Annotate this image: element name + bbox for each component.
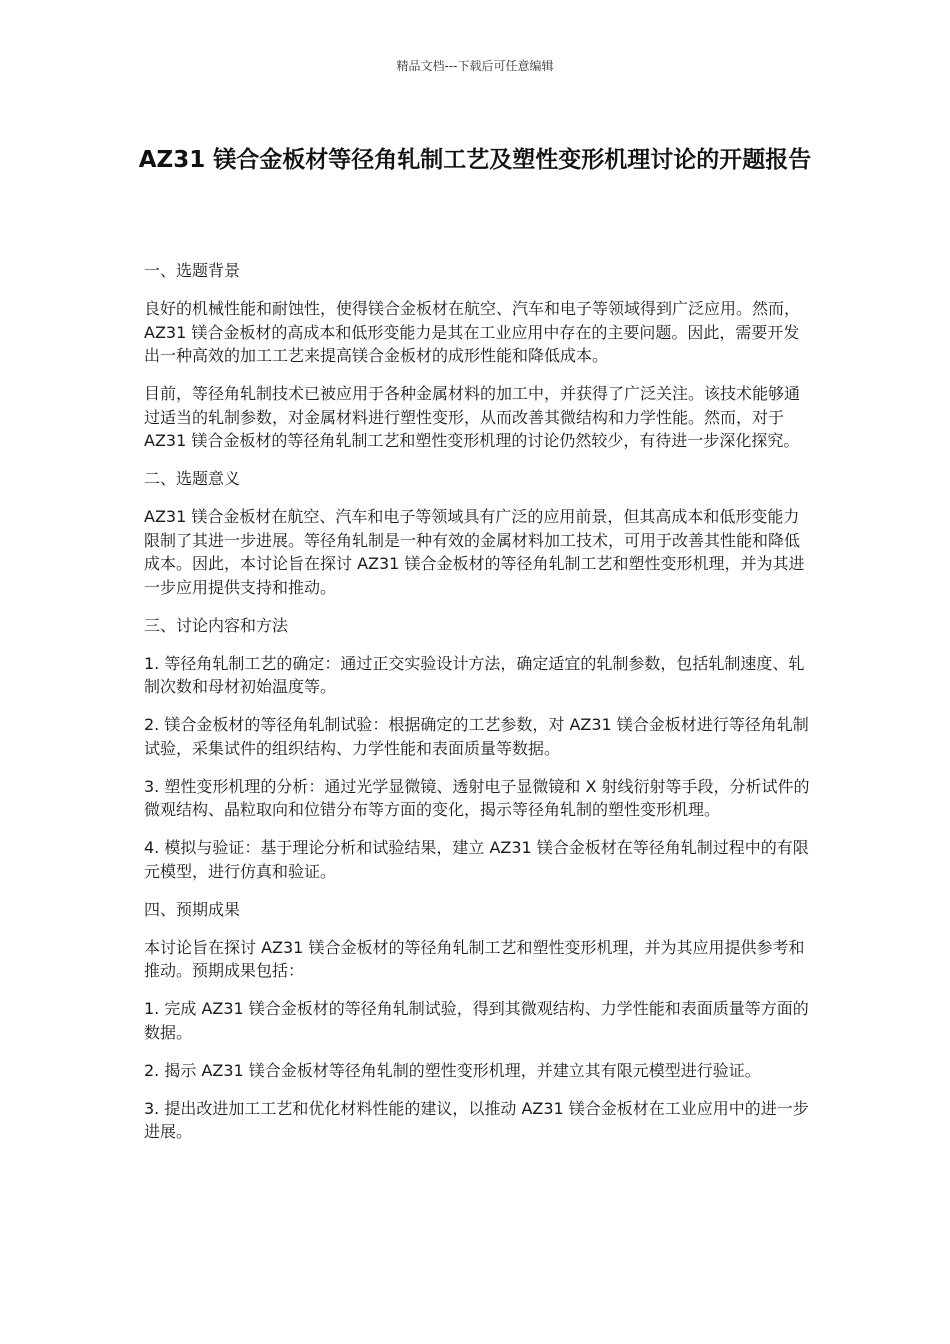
section-heading-expected-results: 四、预期成果 [144, 899, 241, 919]
list-item: 2. 揭示 AZ31 镁合金板材等径角轧制的塑性变形机理，并建立其有限元模型进行验证。 [144, 1060, 761, 1080]
list-item: 3. 提出改进加工工艺和优化材料性能的建议，以推动 AZ31 镁合金板材在工业应用中的进一步进展。 [144, 1098, 809, 1141]
section-heading-content-methods: 三、讨论内容和方法 [144, 615, 289, 635]
header-note: 精品文档---下载后可任意编辑 [396, 59, 554, 73]
paragraph: 良好的机械性能和耐蚀性，使得镁合金板材在航空、汽车和电子等领域得到广泛应用。然而，AZ31 镁合金板材的高成本和低形变能力是其在工业应用中存在的主要问题。因此，需要开发出一种高效的加工工艺来提高镁合金板材的成形性能和降低成本。 [144, 299, 801, 365]
list-item: 3. 塑性变形机理的分析：通过光学显微镜、透射电子显微镜和 X 射线衍射等手段，分析试件的微观结构、晶粒取向和位错分布等方面的变化，揭示等径角轧制的塑性变形机理。 [144, 776, 810, 819]
paragraph: 目前，等径角轧制技术已被应用于各种金属材料的加工中，并获得了广泛关注。该技术能够通过适当的轧制参数，对金属材料进行塑性变形，从而改善其微结构和力学性能。然而，对于 AZ31 镁合金板材的等径角轧制工艺和塑性变形机理的讨论仍然较少，有待进一步深化探究。 [144, 384, 801, 450]
paragraph: 本讨论旨在探讨 AZ31 镁合金板材的等径角轧制工艺和塑性变形机理，并为其应用提供参考和推动。预期成果包括： [144, 937, 805, 980]
document-title: AZ31 镁合金板材等径角轧制工艺及塑性变形机理讨论的开题报告 [138, 147, 812, 173]
list-item: 4. 模拟与验证：基于理论分析和试验结果，建立 AZ31 镁合金板材在等径角轧制过程中的有限元模型，进行仿真和验证。 [144, 838, 809, 881]
list-item: 2. 镁合金板材的等径角轧制试验：根据确定的工艺参数，对 AZ31 镁合金板材进行等径角轧制试验，采集试件的组织结构、力学性能和表面质量等数据。 [144, 715, 809, 758]
document-body [144, 259, 812, 1158]
paragraph: AZ31 镁合金板材在航空、汽车和电子等领域具有广泛的应用前景，但其高成本和低形变能力限制了其进一步进展。等径角轧制是一种有效的金属材料加工技术，可用于改善其性能和降低成本。因此，本讨论旨在探讨 AZ31 镁合金板材的等径角轧制工艺和塑性变形机理，并为其进一步应用提供支持和推动。 [144, 507, 805, 597]
section-heading-significance: 二、选题意义 [144, 469, 241, 488]
section-heading-background: 一、选题背景 [144, 261, 241, 280]
list-item: 1. 完成 AZ31 镁合金板材的等径角轧制试验，得到其微观结构、力学性能和表面质量等方面的数据。 [144, 999, 809, 1042]
list-item: 1. 等径角轧制工艺的确定：通过正交实验设计方法，确定适宜的轧制参数，包括轧制速度、轧制次数和母材初始温度等。 [144, 653, 805, 696]
